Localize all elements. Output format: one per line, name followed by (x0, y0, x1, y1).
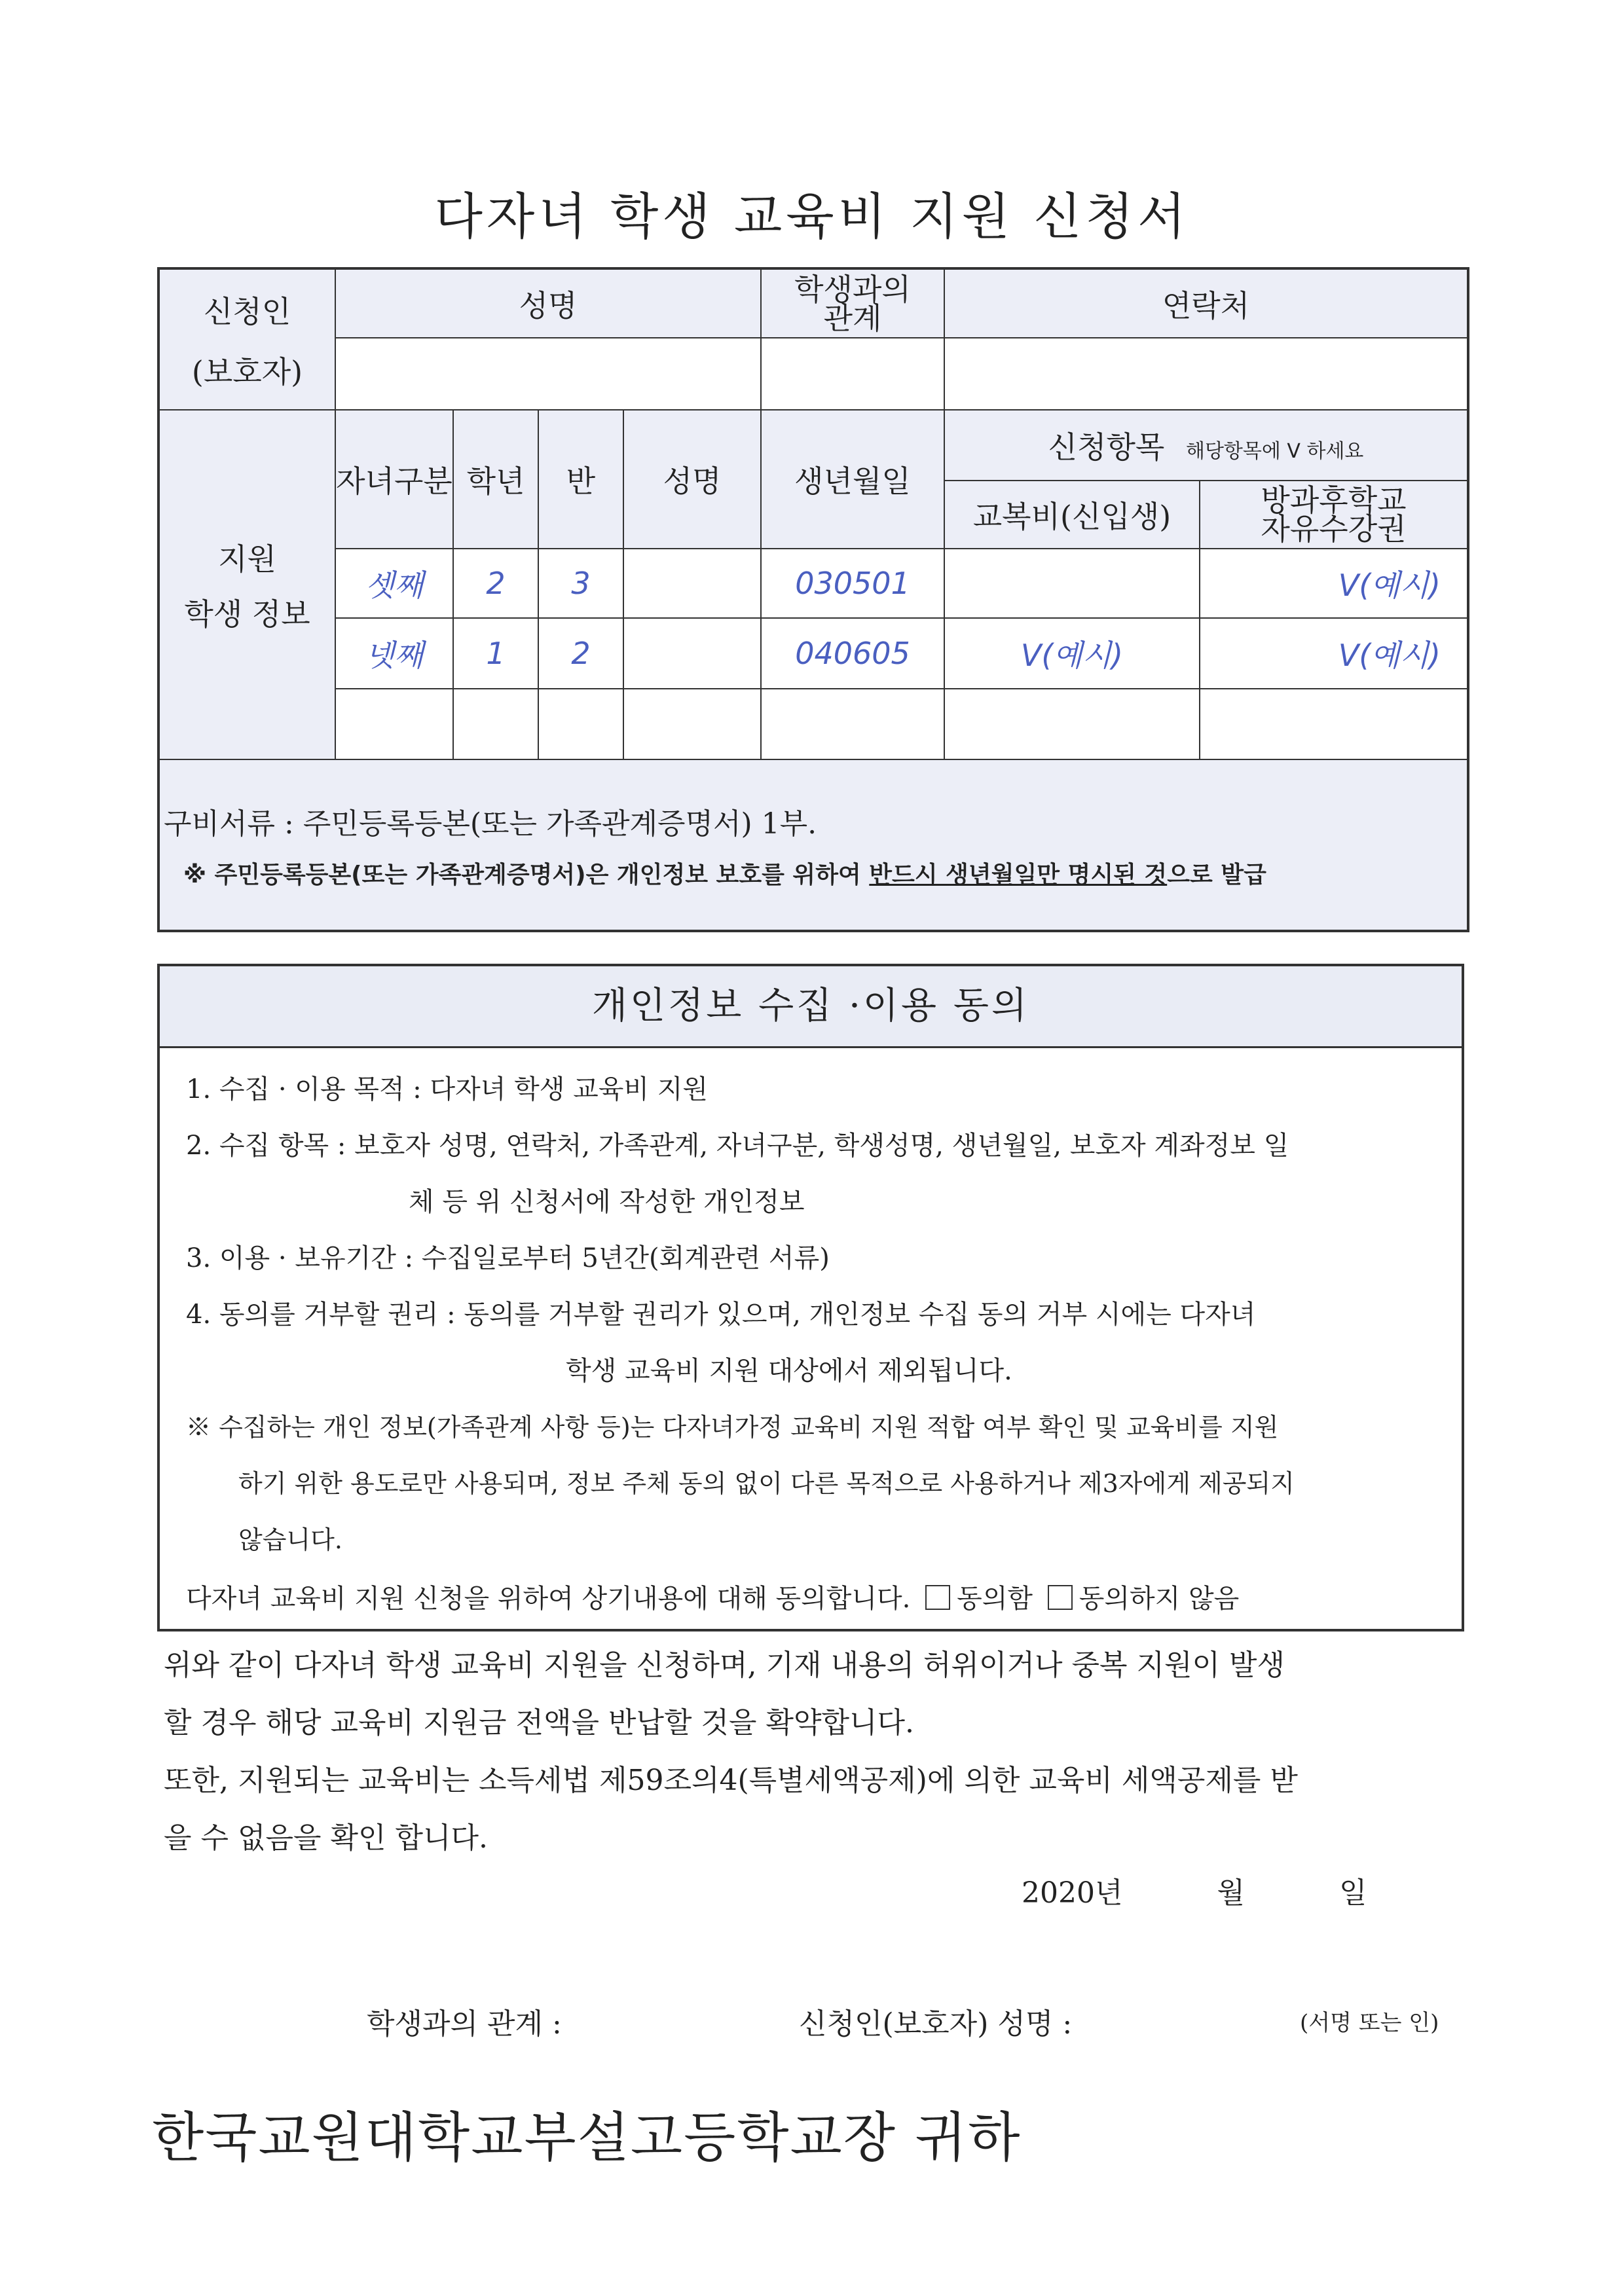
row3-name[interactable] (623, 689, 761, 759)
declaration-line-3: 또한, 지원되는 교육비는 소득세법 제59조의4(특별세액공제)에 의한 교육비 세액공제를 받 (164, 1764, 1298, 1797)
applicant-contact-header: 연락처 (944, 268, 1468, 338)
consent-note-cont1: 하기 위한 용도로만 사용되며, 정보 주체 동의 없이 다른 목적으로 사용하거나 제3자에게 제공되지 (238, 1469, 1295, 1498)
header-birth: 생년월일 (761, 410, 944, 549)
declaration-line-1: 위와 같이 다자녀 학생 교육비 지원을 신청하며, 기재 내용의 허위이거나 중복 지원이 발생 (164, 1649, 1285, 1682)
row2-afterschool[interactable]: V(예시) (1200, 618, 1468, 689)
date-year: 2020년 (1022, 1876, 1123, 1910)
consent-item-3: 3. 이용 · 보유기간 : 수집일로부터 5년간(회계관련 서류) (186, 1243, 830, 1273)
applicant-relation-field[interactable] (761, 338, 944, 410)
row1-birth[interactable]: 030501 (761, 549, 944, 618)
row1-name[interactable] (623, 549, 761, 618)
consent-item-4-cont: 학생 교육비 지원 대상에서 제외됩니다. (566, 1356, 1012, 1386)
date-day[interactable]: 일 (1339, 1876, 1367, 1910)
consent-title: 개인정보 수집 ·이용 동의 (160, 966, 1462, 1048)
documents-line: 구비서류 : 주민등록등본(또는 가족관계증명서) 1부. (164, 807, 817, 841)
consent-agreement: 다자녀 교육비 지원 신청을 위하여 상기내용에 대해 동의합니다. 동의함 동의하지 않음 (186, 1584, 1240, 1614)
consent-item-1: 1. 수집 · 이용 목적 : 다자녀 학생 교육비 지원 (186, 1074, 709, 1104)
row3-birth[interactable] (761, 689, 944, 759)
header-student-name: 성명 (623, 410, 761, 549)
applicant-contact-field[interactable] (944, 338, 1468, 410)
row1-child-type[interactable]: 셋째 (335, 549, 453, 618)
date-month[interactable]: 월 (1217, 1876, 1245, 1910)
header-afterschool: 방과후학교 자유수강권 (1200, 481, 1468, 549)
page-title: 다자녀 학생 교육비 지원 신청서 (434, 187, 1190, 246)
header-uniform: 교복비(신입생) (944, 481, 1200, 549)
signature-applicant-label: 신청인(보호자) 성명 : (799, 2007, 1073, 2041)
application-date (1022, 1869, 1480, 1911)
row1-afterschool[interactable]: V(예시) (1200, 549, 1468, 618)
row2-child-type[interactable]: 넷째 (335, 618, 453, 689)
table-row (158, 549, 1468, 618)
signature-hint[interactable]: (서명 또는 인) (1300, 2010, 1439, 2036)
agree-label: 동의함 (957, 1584, 1033, 1614)
consent-item-2: 2. 수집 항목 : 보호자 성명, 연락처, 가족관계, 자녀구분, 학생성명, 생년월일, 보호자 계좌정보 일 (186, 1131, 1289, 1161)
signature-relation-label: 학생과의 관계 : (367, 2007, 562, 2041)
privacy-consent-box (157, 964, 1464, 1631)
row2-class[interactable]: 2 (538, 618, 623, 689)
row2-uniform[interactable]: V(예시) (944, 618, 1200, 689)
row3-child-type[interactable] (335, 689, 453, 759)
applicant-name-field[interactable] (335, 338, 761, 410)
row2-name[interactable] (623, 618, 761, 689)
row2-grade[interactable]: 1 (453, 618, 538, 689)
row1-uniform[interactable] (944, 549, 1200, 618)
header-child-type: 자녀구분 (335, 410, 453, 549)
declaration-line-2: 할 경우 해당 교육비 지원금 전액을 반납할 것을 확약합니다. (164, 1706, 914, 1740)
applicant-name-header: 성명 (335, 268, 761, 338)
application-table (157, 267, 1469, 932)
addressee: 한국교원대학교부설고등학교장 귀하 (152, 2107, 1022, 2169)
row1-class[interactable]: 3 (538, 549, 623, 618)
row2-birth[interactable]: 040605 (761, 618, 944, 689)
agree-checkbox[interactable] (925, 1585, 950, 1610)
row3-grade[interactable] (453, 689, 538, 759)
declaration-line-4: 을 수 없음을 확인 합니다. (164, 1821, 488, 1855)
header-class: 반 (538, 410, 623, 549)
applicant-label: 신청인 (보호자) (158, 268, 335, 410)
documents-note: ※ 주민등록등본(또는 가족관계증명서)은 개인정보 보호를 위하여 반드시 생년월일만 명시된 것으로 발급 (183, 862, 1266, 888)
row3-uniform[interactable] (944, 689, 1200, 759)
consent-item-4: 4. 동의를 거부할 권리 : 동의를 거부할 권리가 있으며, 개인정보 수집 동의 거부 시에는 다자녀 (186, 1300, 1256, 1330)
row3-afterschool[interactable] (1200, 689, 1468, 759)
table-row (158, 618, 1468, 689)
row3-class[interactable] (538, 689, 623, 759)
consent-note: ※ 수집하는 개인 정보(가족관계 사항 등)는 다자녀가정 교육비 지원 적합 여부 확인 및 교육비를 지원 (186, 1413, 1279, 1442)
header-grade: 학년 (453, 410, 538, 549)
required-documents (158, 759, 1468, 931)
consent-note-cont2: 않습니다. (238, 1525, 342, 1554)
row1-grade[interactable]: 2 (453, 549, 538, 618)
consent-item-2-cont: 체 등 위 신청서에 작성한 개인정보 (409, 1187, 805, 1217)
disagree-checkbox[interactable] (1048, 1585, 1073, 1610)
table-row (158, 689, 1468, 759)
disagree-label: 동의하지 않음 (1079, 1584, 1240, 1614)
header-apply-items: 신청항목 해당항목에 V 하세요 (944, 410, 1468, 481)
applicant-relation-header: 학생과의 관계 (761, 268, 944, 338)
student-info-label: 지원 학생 정보 (158, 410, 335, 759)
